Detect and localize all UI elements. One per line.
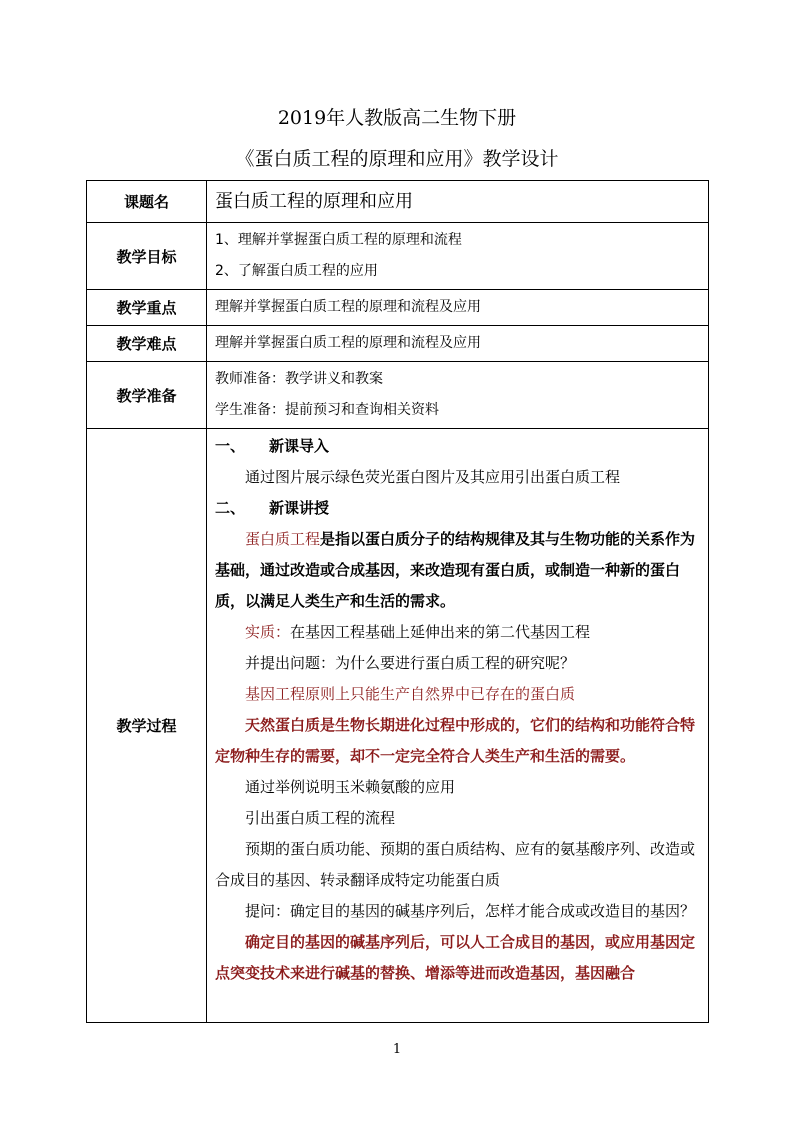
value-goals [207,223,709,290]
section-heading-1 [215,431,702,462]
essence-paragraph [215,617,702,648]
row-process [87,429,709,1023]
label-key: 教学重点 [87,290,207,326]
intro-paragraph: 通过图片展示绿色荧光蛋白图片及其应用引出蛋白质工程 [245,468,621,486]
section-heading-2 [215,493,702,524]
section-title: 新课导入 [269,437,330,455]
row-prep [87,362,709,429]
section-number: 二、 [215,499,246,517]
flow-paragraph: 预期的蛋白质功能、预期的蛋白质结构、应有的氨基酸序列、改造或合成目的基因、转录翻译成特定功能蛋白质 [215,840,696,889]
value-process [207,429,709,1023]
example-paragraph: 通过举例说明玉米赖氨酸的应用 [245,778,456,796]
label-topic: 课题名 [87,181,207,223]
goal-item: 2、了解蛋白质工程的应用 [215,263,378,279]
section-number: 一、 [215,437,246,455]
question-paragraph: 提问：确定目的基因的碱基序列后，怎样才能合成或改造目的基因？ [245,902,696,920]
essence-text: 在基因工程基础上延伸出来的第二代基因工程 [290,623,591,641]
answer-paragraph: 基因工程原则上只能生产自然界中已存在的蛋白质 [245,685,576,703]
section-title: 新课讲授 [269,499,330,517]
label-difficulty: 教学难点 [87,326,207,362]
value-prep [207,362,709,429]
page-number: 1 [392,1042,402,1057]
value-difficulty: 理解并掌握蛋白质工程的原理和流程及应用 [207,326,709,362]
lesson-plan-table [86,180,709,1023]
document-title-line1: 2019年人教版高二生物下册 [277,107,517,129]
value-key: 理解并掌握蛋白质工程的原理和流程及应用 [207,290,709,326]
answer-paragraph: 确定目的基因的碱基序列后，可以人工合成目的基因，或应用基因定点突变技术来进行碱基的替换、增添等进而改造基因，基因融合 [215,933,696,982]
flow-intro-paragraph: 引出蛋白质工程的流程 [245,809,396,827]
label-goals: 教学目标 [87,223,207,290]
essence-term: 实质： [245,623,291,641]
row-goals [87,223,709,290]
answer-paragraph: 天然蛋白质是生物长期进化过程中形成的，它们的结构和功能符合特定物种生存的需要，却不一定完全符合人类生产和生活的需要。 [215,716,696,765]
label-process: 教学过程 [87,429,207,1023]
prep-item: 教师准备：教学讲义和教案 [215,371,383,387]
goal-item: 1、理解并掌握蛋白质工程的原理和流程 [215,232,462,248]
definition-term: 蛋白质工程 [245,530,321,548]
label-prep: 教学准备 [87,362,207,429]
question-paragraph: 并提出问题：为什么要进行蛋白质工程的研究呢？ [245,654,576,672]
row-topic [87,181,709,223]
document-title-line2: 《蛋白质工程的原理和应用》教学设计 [235,148,559,170]
prep-item: 学生准备：提前预习和查询相关资料 [215,402,439,418]
definition-paragraph [215,524,702,617]
value-topic: 蛋白质工程的原理和应用 [207,181,709,223]
definition-text: 是指以蛋白质分子的结构规律及其与生物功能的关系作为基础，通过改造或合成基因，来改造现有蛋白质，或制造一种新的蛋白质，以满足人类生产和生活的需求。 [215,530,696,610]
row-difficulty [87,326,709,362]
row-key [87,290,709,326]
